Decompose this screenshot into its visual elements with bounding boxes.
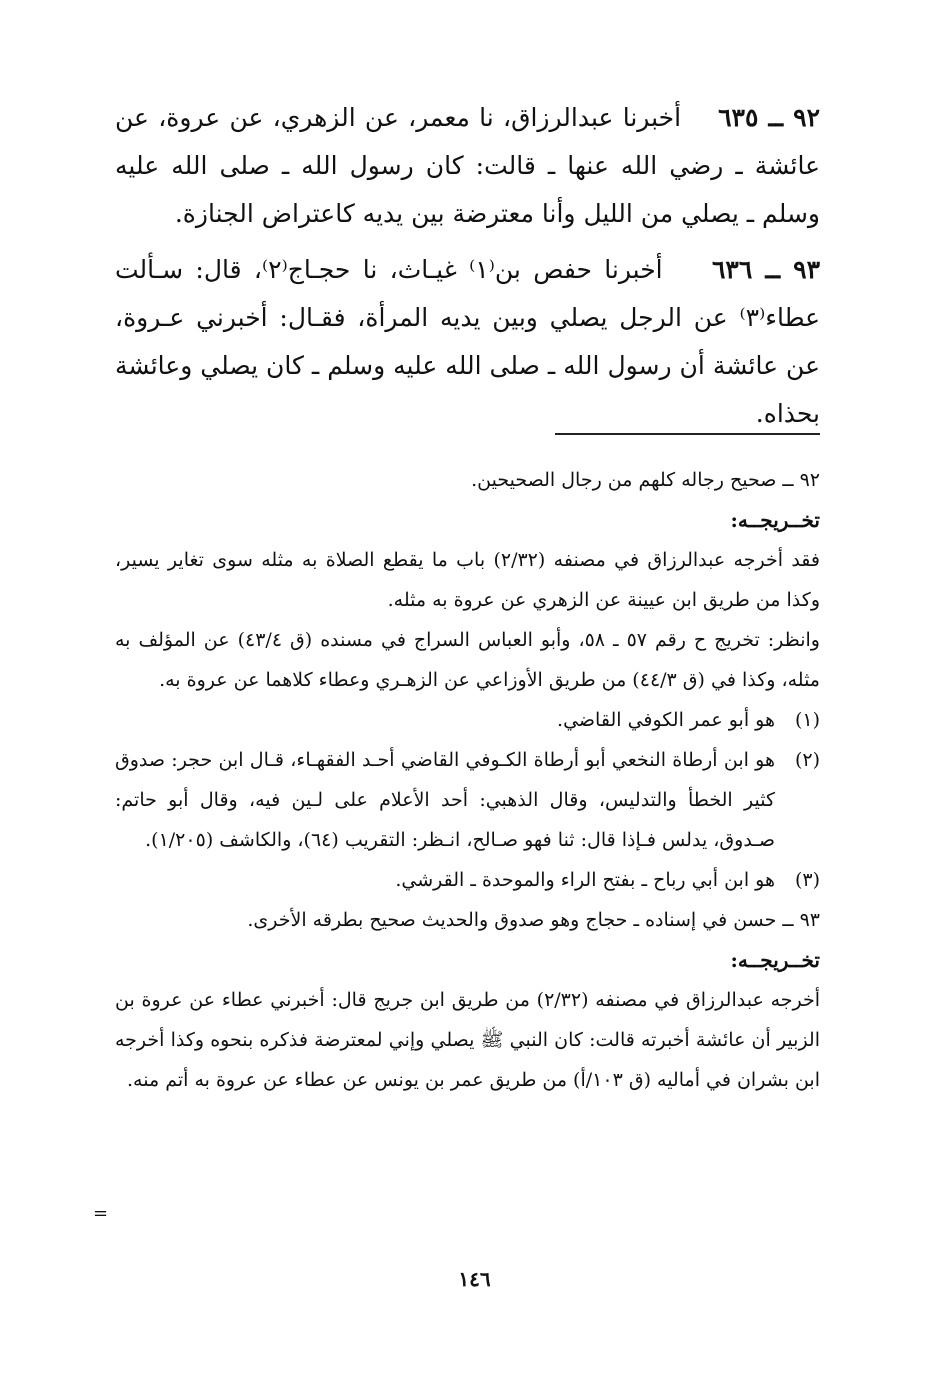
page-number: ١٤٦ xyxy=(458,1267,491,1291)
continuation-mark: = xyxy=(93,1203,109,1224)
footnote-mark: (٢) xyxy=(794,749,820,771)
footnote-text: هو ابن أبي رباح ـ بفتح الراء والموحدة ـ القرشي. xyxy=(395,869,775,891)
takhrij-heading: تخــريجــه: xyxy=(730,948,820,972)
takhrij-92-para-1: فقد أخرجه عبدالرزاق في مصنفه (٢/٣٢) باب ما يقطع الصلاة به مثله سوى تغاير يسير، وكذا من طريق ابن عيينة عن الزهري عن عروة به مثله. xyxy=(115,549,820,611)
footnotes xyxy=(115,460,820,1100)
grade-92: ٩٢ ــ صحيح رجاله كلهم من رجال الصحيحين. xyxy=(471,469,820,491)
footnote-separator xyxy=(555,433,820,435)
footnote-1 xyxy=(115,700,820,740)
takhrij-heading: تخــريجــه: xyxy=(730,508,820,532)
hadith-entry-92 xyxy=(115,94,820,238)
footnote-3 xyxy=(115,860,820,900)
footnote-2 xyxy=(115,740,820,860)
grade-93: ٩٣ ــ حسن في إسناده ـ حجاج وهو صدوق والحديث صحيح بطرقه الأخرى. xyxy=(247,909,820,931)
hadith-text: أخبرنا عبدالرزاق، نا معمر، عن الزهري، عن عروة، عن عائشة ـ رضي الله عنها ـ قالت: كان رسول الله ـ صلى الله عليه وسلم ـ يصلي من الليل وأنا معترضة بين يديه كاعتراض الجنازة. xyxy=(115,103,820,228)
footnote-text: هو ابن أرطاة النخعي أبو أرطاة الكـوفي القاضي أحـد الفقهـاء، قـال ابن حجر: صدوق كثير الخطأ والتدليس، وقال الذهبي: أحد الأعلام على لـين فيه، وقال أبو حاتم: صـدوق، يدلس فـإذا قال: ثنا فهو صـالح، انـظر: التقريب (٦٤)، والكاشف (١/٢٠٥). xyxy=(115,749,775,851)
footnote-mark: (٣) xyxy=(794,869,820,891)
hadith-number: ٩٢ ــ ٦٣٥ xyxy=(718,103,820,132)
hadith-entry-93 xyxy=(115,246,820,438)
footnote-text: هو أبو عمر الكوفي القاضي. xyxy=(557,709,775,731)
takhrij-92-para-2: وانظر: تخريج ح رقم ٥٧ ـ ٥٨، وأبو العباس السراج في مسنده (ق ٤٣/٤) عن المؤلف به مثله، وكذا في (ق ٤٤/٣) من طريق الأوزاعي عن الزهـري وعطاء كلاهما عن عروة به. xyxy=(115,629,820,691)
hadith-number: ٩٣ ــ ٦٣٦ xyxy=(712,255,821,284)
hadith-text: أخبرنا حفص بن⁽١⁾ غيـاث، نا حجـاج⁽٢⁾، قال: سـألت عطاء⁽٣⁾ عن الرجل يصلي وبين يديه المرأة، فقـال: أخبرني عـروة، عن عائشة أن رسول الله ـ صلى الله عليه وسلم ـ كان يصلي وعائشة بحذاه. xyxy=(115,255,820,428)
footnote-mark: (١) xyxy=(794,709,820,731)
takhrij-93: أخرجه عبدالرزاق في مصنفه (٢/٣٢) من طريق ابن جريج قال: أخبرني عطاء عن عروة بن الزبير أن عائشة أخبرته قالت: كان النبي ﷺ يصلي وإني لمعترضة فذكره بنحوه وكذا أخرجه ابن بشران في أماليه (ق ١٠٣/أ) من طريق عمر بن يونس عن عطاء عن عروة به أتم منه. xyxy=(115,989,821,1091)
